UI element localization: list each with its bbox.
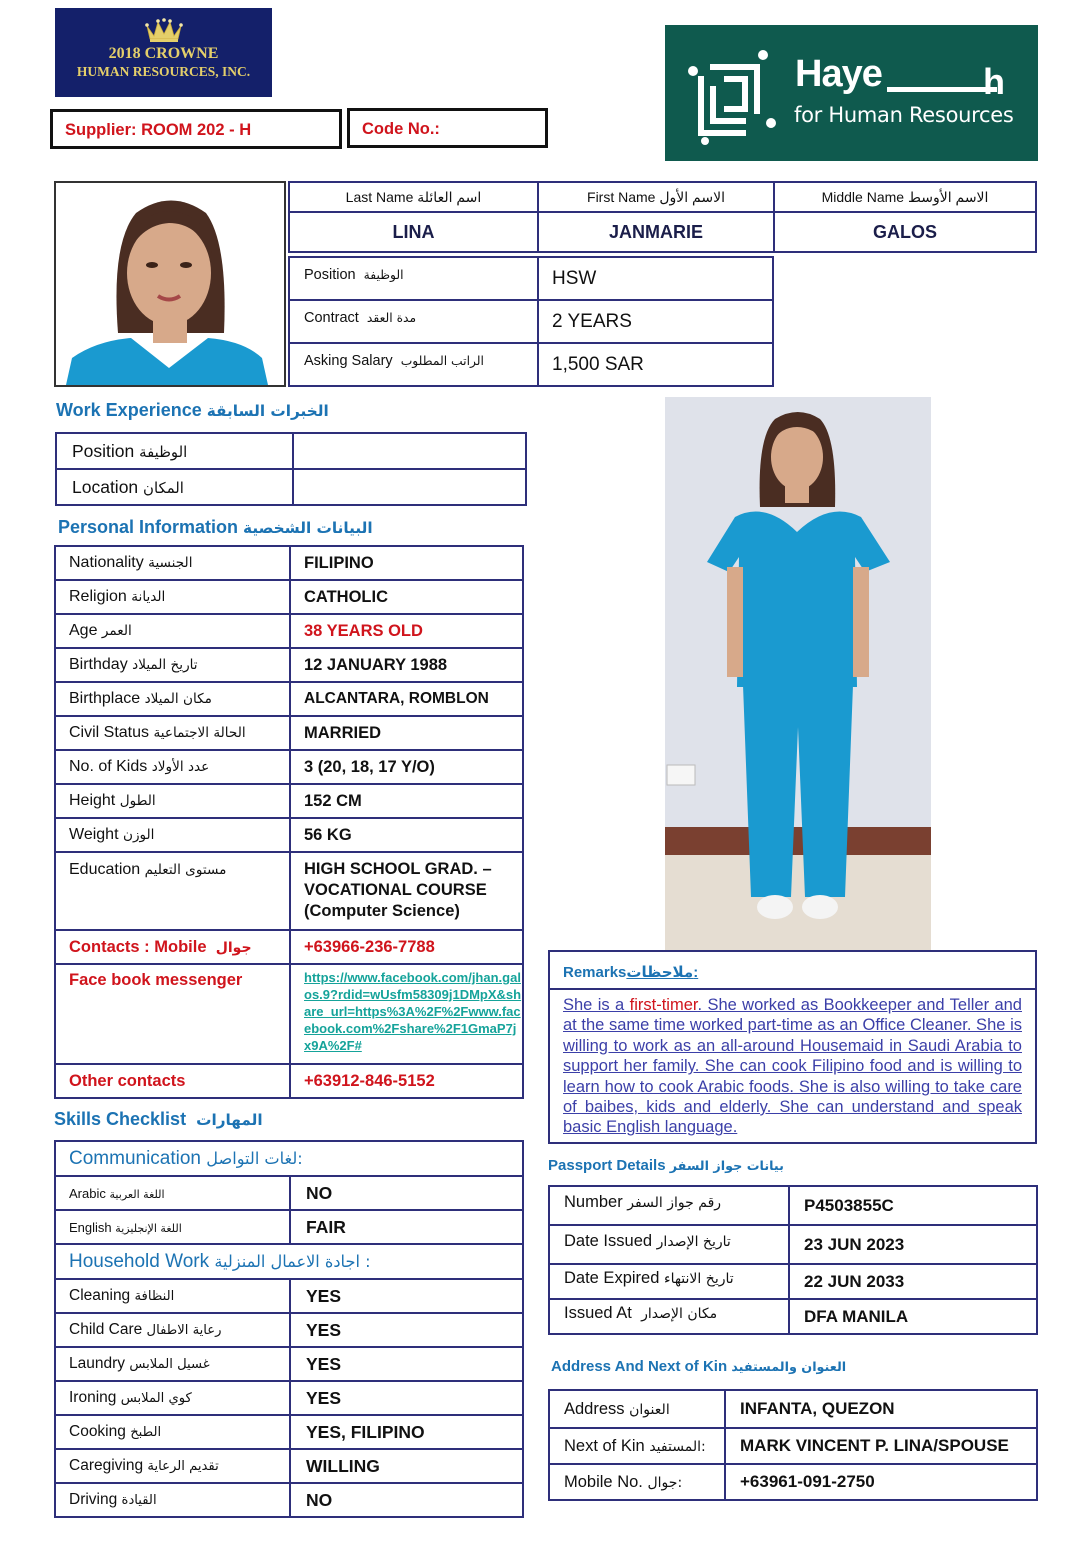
crowne-logo-line1: 2018 CROWNE <box>108 45 219 62</box>
skill-label: Laundry <box>69 1355 126 1372</box>
job-value: 1,500 SAR <box>538 343 773 386</box>
personal-label-ar: عدد الأولاد <box>151 759 210 775</box>
skill-value: NO <box>290 1483 523 1517</box>
work-label-ar: المكان <box>143 478 184 497</box>
address-label-ar: العنوان <box>629 1401 670 1418</box>
remarks-highlight: first-timer <box>629 996 698 1014</box>
passport-issued-value: 23 JUN 2023 <box>789 1225 1037 1264</box>
personal-label: Religion <box>69 588 127 605</box>
remarks-colon: : <box>693 964 699 981</box>
last-name-label: Last Name اسم العائلة <box>289 182 538 212</box>
height-value: 152 CM <box>290 784 523 818</box>
work-label: Position <box>72 440 135 461</box>
skill-label: Child Care <box>69 1321 143 1338</box>
address-table <box>548 1389 1038 1501</box>
skill-row <box>55 1347 523 1381</box>
passport-number-value: P4503855C <box>789 1186 1037 1225</box>
passport-row <box>549 1264 1037 1299</box>
work-row-location <box>56 469 526 505</box>
language-label: Arabic <box>69 1185 106 1201</box>
skill-label: Cleaning <box>69 1287 131 1304</box>
passport-label: Date Issued <box>564 1232 653 1250</box>
remarks-title-ar: ملاحظات <box>626 963 694 981</box>
work-experience-title-en: Work Experience <box>56 400 202 420</box>
skill-label-ar: كوي الملابس <box>120 1391 192 1406</box>
haye-brand-text: Haye <box>795 53 882 95</box>
address-title-ar: العنوان والمستفيد <box>731 1360 847 1375</box>
address-row <box>549 1464 1037 1500</box>
birthday-value: 12 JANUARY 1988 <box>290 648 523 682</box>
personal-label-ar: الجنسية <box>148 555 193 571</box>
kids-value: 3 (20, 18, 17 Y/O) <box>290 750 523 784</box>
skills-title-en: Skills Checklist <box>54 1109 187 1129</box>
communication-label: Communication <box>69 1147 201 1169</box>
name-table <box>288 181 1037 253</box>
code-number-box: Code No.: <box>347 108 548 148</box>
personal-information-table <box>54 545 524 1099</box>
skills-checklist-title <box>54 1109 263 1130</box>
job-row-salary <box>289 343 773 386</box>
passport-label-ar: تاريخ الإصدار <box>656 1234 731 1250</box>
religion-value: CATHOLIC <box>290 580 523 614</box>
work-label: Location <box>72 476 139 497</box>
skill-label: Caregiving <box>69 1457 144 1474</box>
passport-label-ar: رقم جواز السفر <box>627 1195 722 1211</box>
passport-table <box>548 1185 1038 1335</box>
address-value: INFANTA, QUEZON <box>725 1390 1037 1428</box>
personal-row <box>55 648 523 682</box>
personal-label-ar: تاريخ الميلاد <box>132 657 198 673</box>
language-row <box>55 1210 523 1244</box>
address-label-ar: جوال: <box>647 1474 683 1491</box>
language-label-ar: اللغة الإنجليزية <box>115 1221 182 1235</box>
skill-label-ar: تقديم الرعاية <box>147 1459 219 1474</box>
job-table <box>288 256 774 387</box>
passport-label: Number <box>564 1193 623 1211</box>
remarks-text <box>550 990 1035 1138</box>
skill-label-ar: القيادة <box>121 1493 157 1508</box>
personal-label-ar: الحالة الاجتماعية <box>153 725 246 741</box>
personal-information-title-ar: البيانات الشخصية <box>243 519 373 537</box>
personal-label-ar: مستوى التعليم <box>144 862 227 878</box>
job-row-contract <box>289 300 773 343</box>
language-label-ar: اللغة العربية <box>109 1187 165 1201</box>
mobile-label: Contacts : Mobile <box>69 937 207 956</box>
personal-label-ar: الديانة <box>131 589 166 605</box>
passport-label-ar: تاريخ الانتهاء <box>663 1271 734 1287</box>
skill-label-ar: النظافة <box>134 1289 175 1304</box>
address-row <box>549 1428 1037 1464</box>
personal-label-ar: العمر <box>101 623 132 639</box>
personal-label: Age <box>69 622 98 639</box>
mobile-value: +63966-236-7788 <box>290 930 523 964</box>
job-label: Position <box>304 266 356 283</box>
job-label: Asking Salary <box>304 352 393 369</box>
address-title-en: Address And Next of Kin <box>551 1358 728 1375</box>
remarks-title: Remarks <box>563 964 627 981</box>
weight-value: 56 KG <box>290 818 523 852</box>
personal-information-title <box>58 517 373 538</box>
skill-label: Ironing <box>69 1389 117 1406</box>
skills-title-ar: المهارات <box>196 1111 263 1129</box>
skill-row <box>55 1279 523 1313</box>
address-row <box>549 1390 1037 1428</box>
personal-row <box>55 750 523 784</box>
skill-label-ar: رعاية الاطفال <box>146 1323 222 1338</box>
work-experience-title-ar: الخبرات السابقة <box>206 402 329 420</box>
remarks-box <box>548 950 1037 1144</box>
middle-name-value: GALOS <box>774 212 1036 252</box>
address-label-ar: المستفيد: <box>649 1438 706 1455</box>
personal-label: Civil Status <box>69 724 150 741</box>
first-name-value: JANMARIE <box>538 212 774 252</box>
middle-name-label: Middle Name الاسم الأوسط <box>774 182 1036 212</box>
household-label: Household Work <box>69 1250 210 1272</box>
job-label-ar: مدة العقد <box>366 310 417 325</box>
work-value <box>293 469 526 505</box>
headshot-image <box>56 183 284 385</box>
personal-label-ar: الطول <box>119 793 156 809</box>
household-label-ar: اجادة الاعمال المنزلية : <box>214 1251 371 1271</box>
headshot-photo <box>54 181 286 387</box>
skill-row <box>55 1449 523 1483</box>
last-name-value: LINA <box>289 212 538 252</box>
language-row <box>55 1176 523 1210</box>
education-line: VOCATIONAL COURSE <box>304 881 487 899</box>
personal-row <box>55 818 523 852</box>
personal-row <box>55 682 523 716</box>
work-experience-table <box>55 432 527 506</box>
skill-row <box>55 1313 523 1347</box>
personal-row <box>55 716 523 750</box>
civil-status-value: MARRIED <box>290 716 523 750</box>
skill-label-ar: الطبخ <box>130 1425 162 1440</box>
passport-details-title <box>548 1157 784 1174</box>
personal-label: Birthplace <box>69 690 141 707</box>
address-label: Mobile No. <box>564 1472 643 1491</box>
personal-label: Weight <box>69 826 119 843</box>
facebook-row <box>55 964 523 1064</box>
personal-label: Education <box>69 861 141 878</box>
skill-value: YES <box>290 1347 523 1381</box>
passport-title-ar: بيانات جواز السفر <box>669 1159 784 1174</box>
job-value: HSW <box>538 257 773 300</box>
skill-value: YES <box>290 1279 523 1313</box>
remarks-intro: She is a <box>563 996 630 1014</box>
skill-row <box>55 1415 523 1449</box>
skills-table <box>54 1140 524 1518</box>
passport-row <box>549 1299 1037 1334</box>
personal-row <box>55 784 523 818</box>
personal-row <box>55 614 523 648</box>
facebook-link[interactable]: https://www.facebook.com/jhan.galos.9?rdid=wUsfm58309j1DMpX&share_url=https%3A%2F%2Fwww.facebook.com%2Fshare%2F1GmaP7jx9A%2F# <box>290 964 523 1064</box>
job-label-ar: الراتب المطلوب <box>400 353 484 368</box>
birthplace-value: ALCANTARA, ROMBLON <box>290 682 523 716</box>
haye-brand-underline <box>887 87 997 92</box>
crowne-logo-line2: HUMAN RESOURCES, INC. <box>76 64 251 79</box>
work-row-position <box>56 433 526 469</box>
communication-label-ar: لغات التواصل: <box>206 1148 303 1168</box>
household-header <box>55 1244 523 1279</box>
personal-row <box>55 580 523 614</box>
facebook-label: Face book messenger <box>55 964 290 1064</box>
skill-value: YES <box>290 1381 523 1415</box>
haye-mark-icon <box>687 49 779 145</box>
remarks-body: . She worked as Bookkeeper and Teller and at the same time worked part-time as an Office Cleaner. She is willing to work as an all-around Housemaid in Saudi Arabia to support her family. She can cook Filipino food and is willing to learn how to cook Arabic foods. She is also willing to take care of baibes, kids and elderly. She can understand and speak basic English language. <box>563 996 1022 1137</box>
skill-value: YES, FILIPINO <box>290 1415 523 1449</box>
skill-value: YES <box>290 1313 523 1347</box>
education-line: (Computer Science) <box>304 902 460 920</box>
passport-label-ar: مكان الإصدار <box>641 1306 718 1322</box>
age-value: 38 YEARS OLD <box>290 614 523 648</box>
education-value <box>290 852 523 930</box>
personal-label: Nationality <box>69 554 144 571</box>
communication-header <box>55 1141 523 1176</box>
personal-label: Birthday <box>69 656 128 673</box>
passport-row <box>549 1225 1037 1264</box>
personal-label-ar: الوزن <box>122 827 155 843</box>
passport-label: Date Expired <box>564 1269 660 1287</box>
job-value: 2 YEARS <box>538 300 773 343</box>
other-contacts-row <box>55 1064 523 1098</box>
supplier-box: Supplier: ROOM 202 - H <box>50 109 342 149</box>
passport-label: Issued At <box>564 1304 632 1322</box>
personal-row <box>55 852 523 930</box>
contact-mobile-row <box>55 930 523 964</box>
crown-icon <box>144 17 184 43</box>
arabic-value: NO <box>290 1176 523 1210</box>
education-line: HIGH SCHOOL GRAD. – <box>304 860 492 878</box>
skill-row <box>55 1381 523 1415</box>
passport-expired-value: 22 JUN 2033 <box>789 1264 1037 1299</box>
haye-logo <box>665 25 1038 161</box>
skill-label: Cooking <box>69 1423 126 1440</box>
full-body-image <box>665 397 931 952</box>
next-of-kin-value: MARK VINCENT P. LINA/SPOUSE <box>725 1428 1037 1464</box>
work-label-ar: الوظيفة <box>139 442 188 461</box>
job-label: Contract <box>304 309 359 326</box>
address-label: Address <box>564 1399 625 1418</box>
mobile-label-ar: جوال <box>215 939 252 956</box>
address-title <box>551 1358 846 1375</box>
skill-label-ar: غسيل الملابس <box>129 1357 210 1372</box>
crowne-logo <box>55 8 272 97</box>
haye-tagline: for Human Resources <box>794 103 1014 127</box>
language-label: English <box>69 1219 112 1235</box>
work-value <box>293 433 526 469</box>
address-label: Next of Kin <box>564 1436 645 1455</box>
personal-label-ar: مكان الميلاد <box>144 691 212 707</box>
haye-brand-tail: h <box>983 61 1005 102</box>
other-contacts-label: Other contacts <box>55 1064 290 1098</box>
passport-issued-at-value: DFA MANILA <box>789 1299 1037 1334</box>
passport-title-en: Passport Details <box>548 1157 666 1174</box>
passport-row <box>549 1186 1037 1225</box>
personal-information-title-en: Personal Information <box>58 517 239 537</box>
english-value: FAIR <box>290 1210 523 1244</box>
personal-label: No. of Kids <box>69 758 148 775</box>
other-contacts-value: +63912-846-5152 <box>290 1064 523 1098</box>
full-body-photo <box>665 397 931 952</box>
first-name-label: First Name الاسم الأول <box>538 182 774 212</box>
personal-row <box>55 546 523 580</box>
job-row-position <box>289 257 773 300</box>
kin-mobile-value: +63961-091-2750 <box>725 1464 1037 1500</box>
skill-value: WILLING <box>290 1449 523 1483</box>
skill-label: Driving <box>69 1491 118 1508</box>
personal-label: Height <box>69 792 116 809</box>
skill-row <box>55 1483 523 1517</box>
job-label-ar: الوظيفة <box>363 267 404 282</box>
work-experience-title <box>56 400 329 421</box>
remarks-header <box>550 952 1035 990</box>
nationality-value: FILIPINO <box>290 546 523 580</box>
